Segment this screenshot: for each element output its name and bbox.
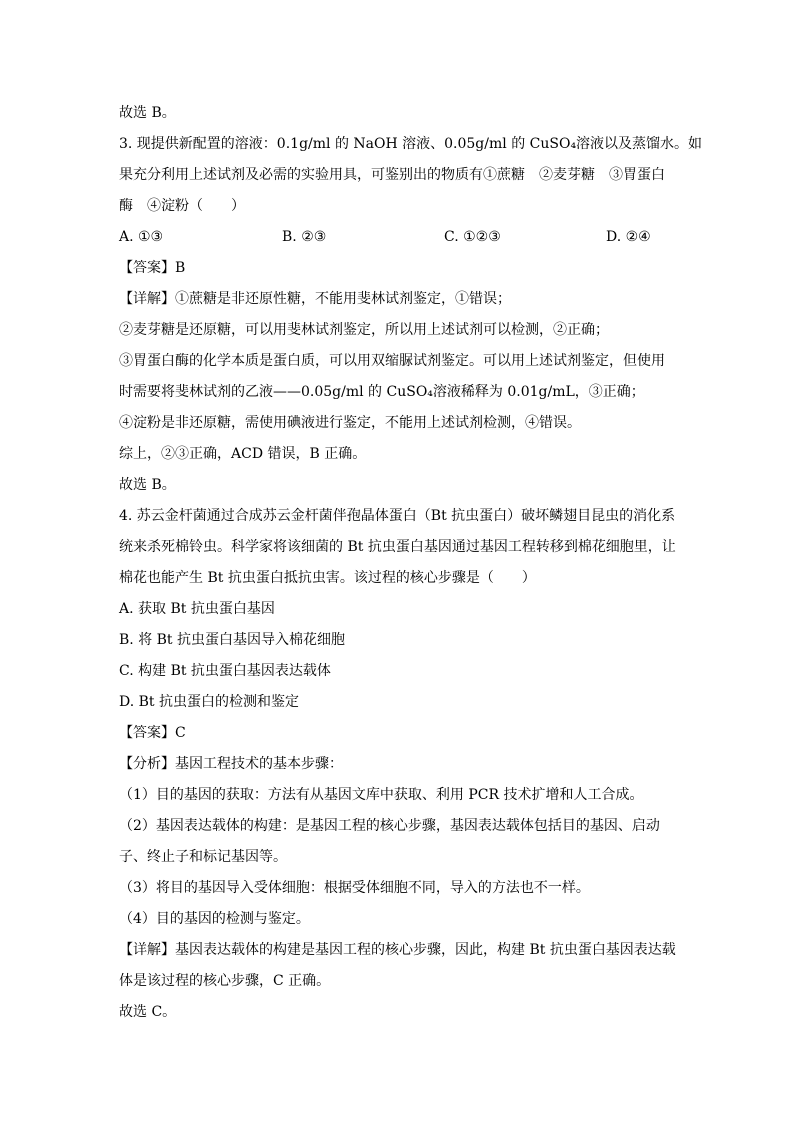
q3-option-d: D. ②④ (606, 229, 651, 245)
q3-stem-line-3: 酶 ④淀粉（ ） (119, 198, 245, 214)
q4-analysis-step-3: （3）将目的基因导入受体细胞：根据受体细胞不同，导入的方法也不一样。 (119, 880, 590, 896)
q3-summary: 综上，②③正确，ACD 错误，B 正确。 (119, 446, 367, 462)
q4-stem-line-1: 4. 苏云金杆菌通过合成苏云金杆菌伴孢晶体蛋白（Bt 抗虫蛋白）破坏鳞翅目昆虫的消化系 (119, 508, 676, 524)
q3-option-b: B. ②③ (282, 229, 327, 245)
q4-analysis-title: 【分析】基因工程技术的基本步骤： (119, 756, 343, 772)
q4-option-c: C. 构建 Bt 抗虫蛋白基因表达载体 (119, 663, 331, 679)
q4-detail-line-2: 体是该过程的核心步骤，C 正确。 (119, 973, 331, 989)
q4-choose-line: 故选 C。 (119, 1004, 177, 1020)
q3-answer: 【答案】B (119, 260, 186, 276)
q3-stem-line-1: 3. 现提供新配置的溶液：0.1g/ml 的 NaOH 溶液、0.05g/ml 的 CuSO₄溶液以及蒸馏水。如 (119, 136, 703, 152)
q3-stem-line-2: 果充分利用上述试剂及必需的实验用具，可鉴别出的物质有①蔗糖 ②麦芽糖 ③胃蛋白 (119, 167, 665, 183)
q4-analysis-step-4: （4）目的基因的检测与鉴定。 (119, 911, 310, 927)
q4-stem-line-3: 棉花也能产生 Bt 抗虫蛋白抵抗虫害。该过程的核心步骤是（ ） (119, 570, 536, 586)
q4-option-a: A. 获取 Bt 抗虫蛋白基因 (119, 601, 275, 617)
q3-choose-line: 故选 B。 (119, 477, 176, 493)
q3-detail-line-4: 时需要将斐林试剂的乙液——0.05g/ml 的 CuSO₄溶液稀释为 0.01g/mL，③正确； (119, 384, 645, 400)
q4-detail-line-1: 【详解】基因表达载体的构建是基因工程的核心步骤，因此，构建 Bt 抗虫蛋白基因表达载 (119, 942, 676, 958)
q3-detail-line-5: ④淀粉是非还原糖，需使用碘液进行鉴定，不能用上述试剂检测，④错误。 (119, 415, 581, 431)
q4-analysis-step-2a: （2）基因表达载体的构建：是基因工程的核心步骤，基因表达载体包括目的基因、启动 (119, 818, 660, 834)
q4-stem-line-2: 统来杀死棉铃虫。科学家将该细菌的 Bt 抗虫蛋白基因通过基因工程转移到棉花细胞里，让 (119, 539, 676, 555)
q4-option-b: B. 将 Bt 抗虫蛋白基因导入棉花细胞 (119, 632, 346, 648)
q2-choose-line: 故选 B。 (119, 105, 176, 121)
q3-detail-line-2: ②麦芽糖是还原糖，可以用斐林试剂鉴定，所以用上述试剂可以检测，②正确； (119, 322, 609, 338)
q4-answer: 【答案】C (119, 725, 186, 741)
q3-detail-line-1: 【详解】①蔗糖是非还原性糖，不能用斐林试剂鉴定，①错误； (119, 291, 511, 307)
q4-analysis-step-1: （1）目的基因的获取：方法有从基因文库中获取、利用 PCR 技术扩增和人工合成。 (119, 787, 644, 803)
q3-option-c: C. ①②③ (444, 229, 501, 245)
q3-detail-line-3: ③胃蛋白酶的化学本质是蛋白质，可以用双缩脲试剂鉴定。可以用上述试剂鉴定，但使用 (119, 353, 665, 369)
q3-option-a: A. ①③ (119, 229, 164, 245)
q4-analysis-step-2b: 子、终止子和标记基因等。 (119, 849, 287, 865)
q4-option-d: D. Bt 抗虫蛋白的检测和鉴定 (119, 694, 299, 710)
